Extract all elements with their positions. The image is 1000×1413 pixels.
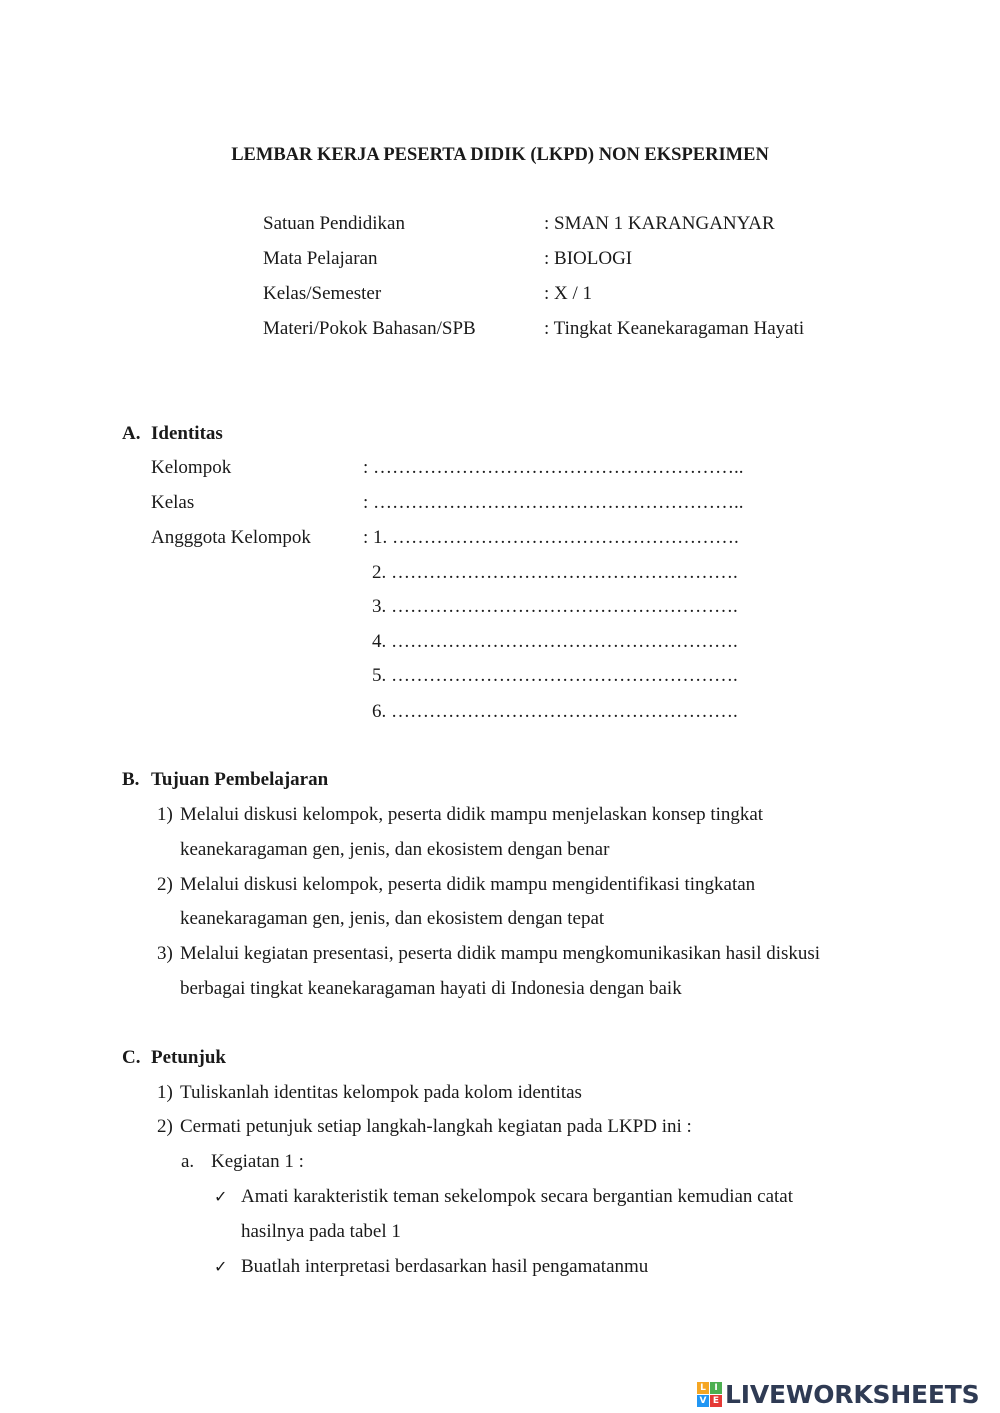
field-kelompok[interactable]: : ………………………………………………….. (363, 457, 744, 478)
list-number: 3) (157, 943, 173, 964)
liveworksheets-logo (697, 1380, 979, 1409)
field-anggota-5[interactable]: 5. ………………………………………………. (372, 665, 738, 686)
info-label: Materi/Pokok Bahasan/SPB (263, 318, 476, 339)
list-item: Cermati petunjuk setiap langkah-langkah kegiatan pada LKPD ini : (180, 1116, 692, 1137)
info-value: : X / 1 (544, 283, 593, 304)
list-item: Melalui diskusi kelompok, peserta didik mampu menjelaskan konsep tingkat (180, 804, 764, 825)
info-value: : SMAN 1 KARANGANYAR (544, 213, 775, 234)
field-label-kelompok: Kelompok (151, 457, 232, 478)
list-item: Tuliskanlah identitas kelompok pada kolom identitas (180, 1082, 582, 1103)
checkmark-icon: ✓ (214, 1187, 228, 1206)
section-heading: Identitas (151, 423, 223, 444)
logo-tile: I (710, 1382, 722, 1394)
field-anggota-4[interactable]: 4. ………………………………………………. (372, 631, 738, 652)
field-anggota-6[interactable]: 6. ………………………………………………. (372, 701, 738, 722)
check-item: Amati karakteristik teman sekelompok secara bergantian kemudian catat (241, 1186, 794, 1207)
check-item-cont: hasilnya pada tabel 1 (241, 1221, 401, 1242)
logo-text: LIVEWORKSHEETS (725, 1380, 980, 1409)
field-anggota-1[interactable]: : 1. ………………………………………………. (363, 527, 739, 548)
list-item-cont: keanekaragaman gen, jenis, dan ekosistem dengan tepat (180, 908, 605, 929)
list-item: Melalui kegiatan presentasi, peserta didik mampu mengkomunikasikan hasil diskusi (180, 943, 821, 964)
info-label: Kelas/Semester (263, 283, 382, 304)
section-heading: Tujuan Pembelajaran (151, 769, 329, 790)
list-number: 1) (157, 1082, 173, 1103)
field-anggota-3[interactable]: 3. ………………………………………………. (372, 596, 738, 617)
section-letter: B. (122, 769, 140, 790)
section-letter: C. (122, 1047, 141, 1068)
list-item-cont: berbagai tingkat keanekaragaman hayati di Indonesia dengan baik (180, 978, 682, 999)
list-item-cont: keanekaragaman gen, jenis, dan ekosistem dengan benar (180, 839, 610, 860)
info-label: Mata Pelajaran (263, 248, 378, 269)
section-letter: A. (122, 423, 141, 444)
checkmark-icon: ✓ (214, 1257, 228, 1276)
list-number: 2) (157, 874, 173, 895)
field-label-anggota: Angggota Kelompok (151, 527, 311, 548)
page-title: LEMBAR KERJA PESERTA DIDIK (LKPD) NON EKSPERIMEN (231, 145, 769, 165)
info-value: : Tingkat Keanekaragaman Hayati (544, 318, 805, 339)
field-label-kelas: Kelas (151, 492, 195, 513)
liveworksheets-logo-icon (697, 1382, 722, 1407)
field-anggota-2[interactable]: 2. ………………………………………………. (372, 562, 738, 583)
sub-heading: Kegiatan 1 : (211, 1151, 304, 1172)
logo-tile: L (697, 1382, 709, 1394)
list-number: 1) (157, 804, 173, 825)
logo-tile: V (697, 1395, 709, 1407)
sub-letter: a. (181, 1151, 195, 1172)
check-item: Buatlah interpretasi berdasarkan hasil pengamatanmu (241, 1256, 649, 1277)
info-label: Satuan Pendidikan (263, 213, 405, 234)
field-kelas[interactable]: : ………………………………………………….. (363, 492, 744, 513)
section-heading: Petunjuk (151, 1047, 226, 1068)
list-item: Melalui diskusi kelompok, peserta didik mampu mengidentifikasi tingkatan (180, 874, 756, 895)
info-value: : BIOLOGI (544, 248, 633, 269)
list-number: 2) (157, 1116, 173, 1137)
logo-tile: E (710, 1395, 722, 1407)
